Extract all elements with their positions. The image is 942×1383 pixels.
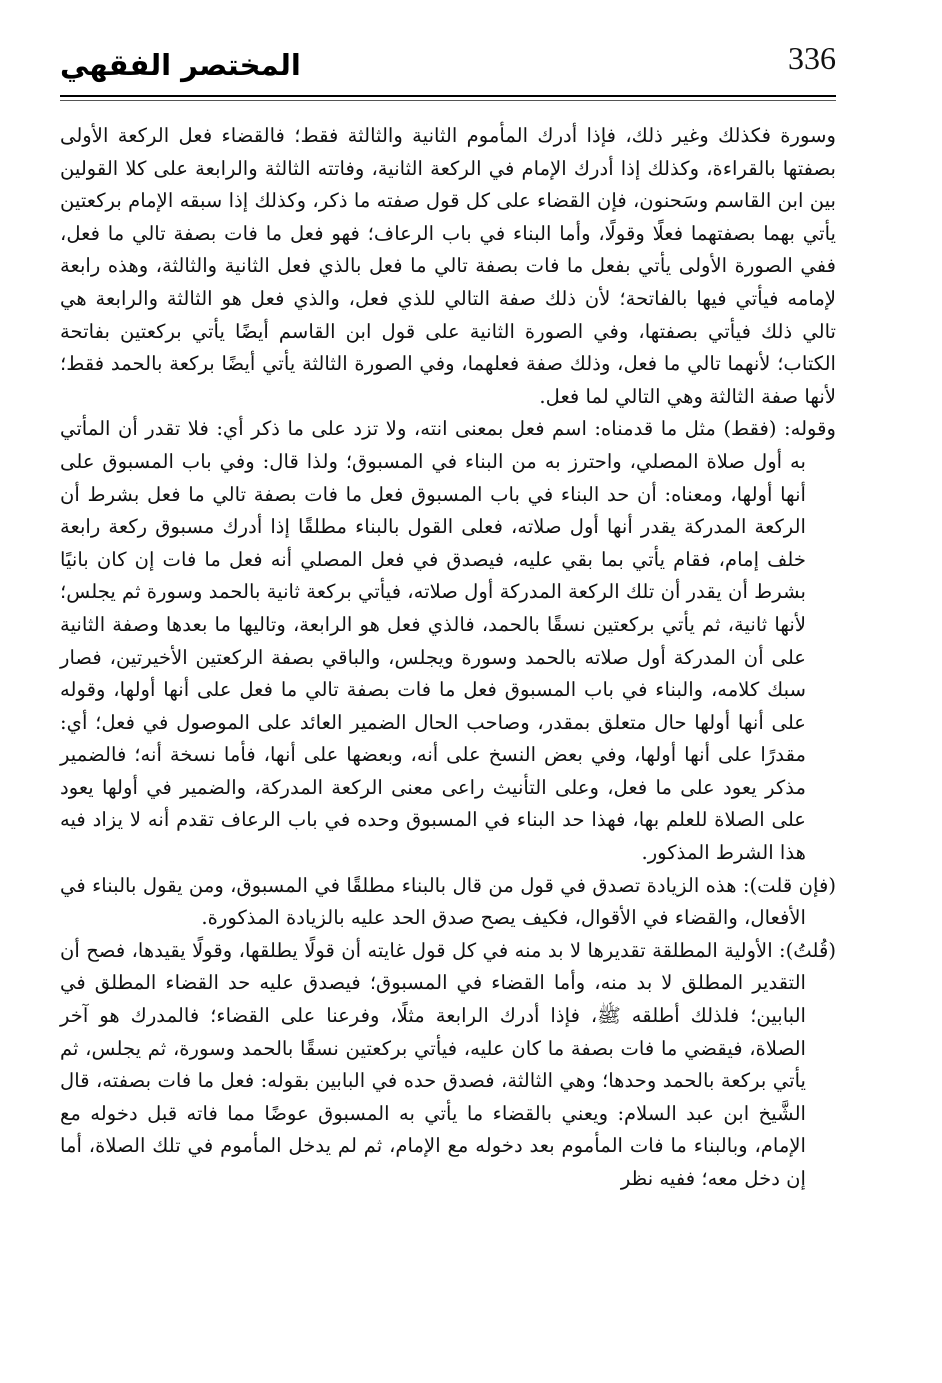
paragraph: وقوله: (فقط) مثل ما قدمناه: اسم فعل بمعنى انته، ولا تزد على ما ذكر أي: فلا تقدر أن المأتي به أول صلاة المصلي، واحترز به من البناء في المسبوق؛ ولذا قال: وفي باب المسبوق على أنها أولها، ومعناه: أن حد البناء في باب المسبوق فعل ما فات بصفة تالي ما فعل بشرط أن الركعة المدركة يقدر أنها أول صلاته، فعلى القول بالبناء مطلقًا إذا أدرك مسبوق ركعة رابعة خلف إمام، فقام يأتي بما بقي عليه، فيصدق في فعل المصلي أنه فعل ما فات إن كان بانيًا بشرط أن يقدر أن تلك الركعة المدركة أول صلاته، فيأتي بركعة ثانية بالحمد وسورة ثم يجلس؛ لأنها ثانية، ثم يأتي بركعتين نسقًا بالحمد، فالذي فعل هو الرابعة، وتاليها ما بعدها وصفة الثانية على أن المدركة أول صلاته بالحمد وسورة ويجلس، والباقي بصفة الركعتين الأخيرتين، فصار سبك كلامه، والبناء في باب المسبوق فعل ما فات بصفة تالي ما فعل على أنها أولها، وقوله على أنها أولها حال متعلق بمقدر، وصاحب الحال الضمير العائد على الموصول في فعل؛ أي: مقدرًا على أنها أولها، وفي بعض النسخ على أنه، وبعضها على أنها، فأما نسخة أنه؛ فالضمير مذكر يعود على ما فعل، وعلى التأنيث راعى معنى الركعة المدركة، والضمير في أولها يعود على الصلاة للعلم بها، فهذا حد البناء في المسبوق وحده في باب الرعاف تقدم أنه لا يزاد فيه هذا الشرط المذكور. xyxy=(60,417,836,865)
paragraph: (قُلتُ): الأولية المطلقة تقديرها لا بد منه في كل قول غايته أن قولًا يطلقها، وقولًا يقيدها، فصح أن التقدير المطلق لا بد منه، وأما القضاء في المسبوق؛ فيصدق عليه حد القضاء المطلق في البابين؛ فلذلك أطلقه ﷺ، فإذا أدرك الرابعة مثلًا، وفرعنا على القضاء؛ فالمدرك هو آخر الصلاة، فيقضي ما فات بصفة ما كان عليه، فيأتي بركعتين نسقًا بالحمد وسورة، ثم يجلس، ثم يأتي بركعة بالحمد وحدها؛ وهي الثالثة، فصدق حده في البابين بقوله: فعل ما فات بصفته، قال الشَّيخ ابن عبد السلام: ويعني بالقضاء ما يأتي به المسبوق عوضًا مما فاته قبل دخوله مع الإمام، وبالبناء ما فات المأموم بعد دخوله مع الإمام، ثم لم يدخل المأموم في تلك الصلاة، أما إن دخل معه؛ ففيه نظر xyxy=(60,938,836,1190)
header-divider-thin xyxy=(60,100,836,101)
paragraph: وسورة فكذلك وغير ذلك، فإذا أدرك المأموم الثانية والثالثة فقط؛ فالقضاء فعل الركعة الأولى بصفتها بالقراءة، وكذلك إذا أدرك الإمام في الركعة الثانية، وفاتته الثالثة والرابعة على كلا القولين بين ابن القاسم وسَحنون، فإن القضاء على كل قول صفته ما ذكر، وكذلك إذا سبقه الإمام بركعتين يأتي بهما بصفتهما فعلًا وقولًا، وأما البناء في باب الرعاف؛ فهو فعل ما فات بصفة تالي ما فعل، ففي الصورة الأولى يأتي بفعل ما فات بصفة تالي ما فعل بالذي فعل الثانية والثالثة، وهذه رابعة لإمامه فيأتي فيها بالفاتحة؛ لأن ذلك صفة التالي للذي فعل، والذي فعل هو الثالثة والرابعة هي تالي ذلك فيأتي بصفتها، وفي الصورة الثانية على قول ابن القاسم أيضًا يأتي بركعتين بفاتحة الكتاب؛ لأنهما تالي ما فعل، وذلك صفة فعلهما، وفي الصورة الثالثة يأتي أيضًا بركعة بالحمد فقط؛ لأنها صفة الثالثة وهي التالي لما فعل. xyxy=(60,124,836,408)
header-divider xyxy=(60,95,836,97)
main-text xyxy=(60,120,836,1196)
page-number: 336 xyxy=(788,40,836,76)
running-title: المختصر الفقهي xyxy=(60,48,301,82)
paragraph: (فإن قلت): هذه الزيادة تصدق في قول من قال بالبناء مطلقًا في المسبوق، ومن يقول بالبناء في الأفعال، والقضاء في الأقوال، فكيف يصح صدق الحد عليه بالزيادة المذكورة. xyxy=(60,873,836,930)
